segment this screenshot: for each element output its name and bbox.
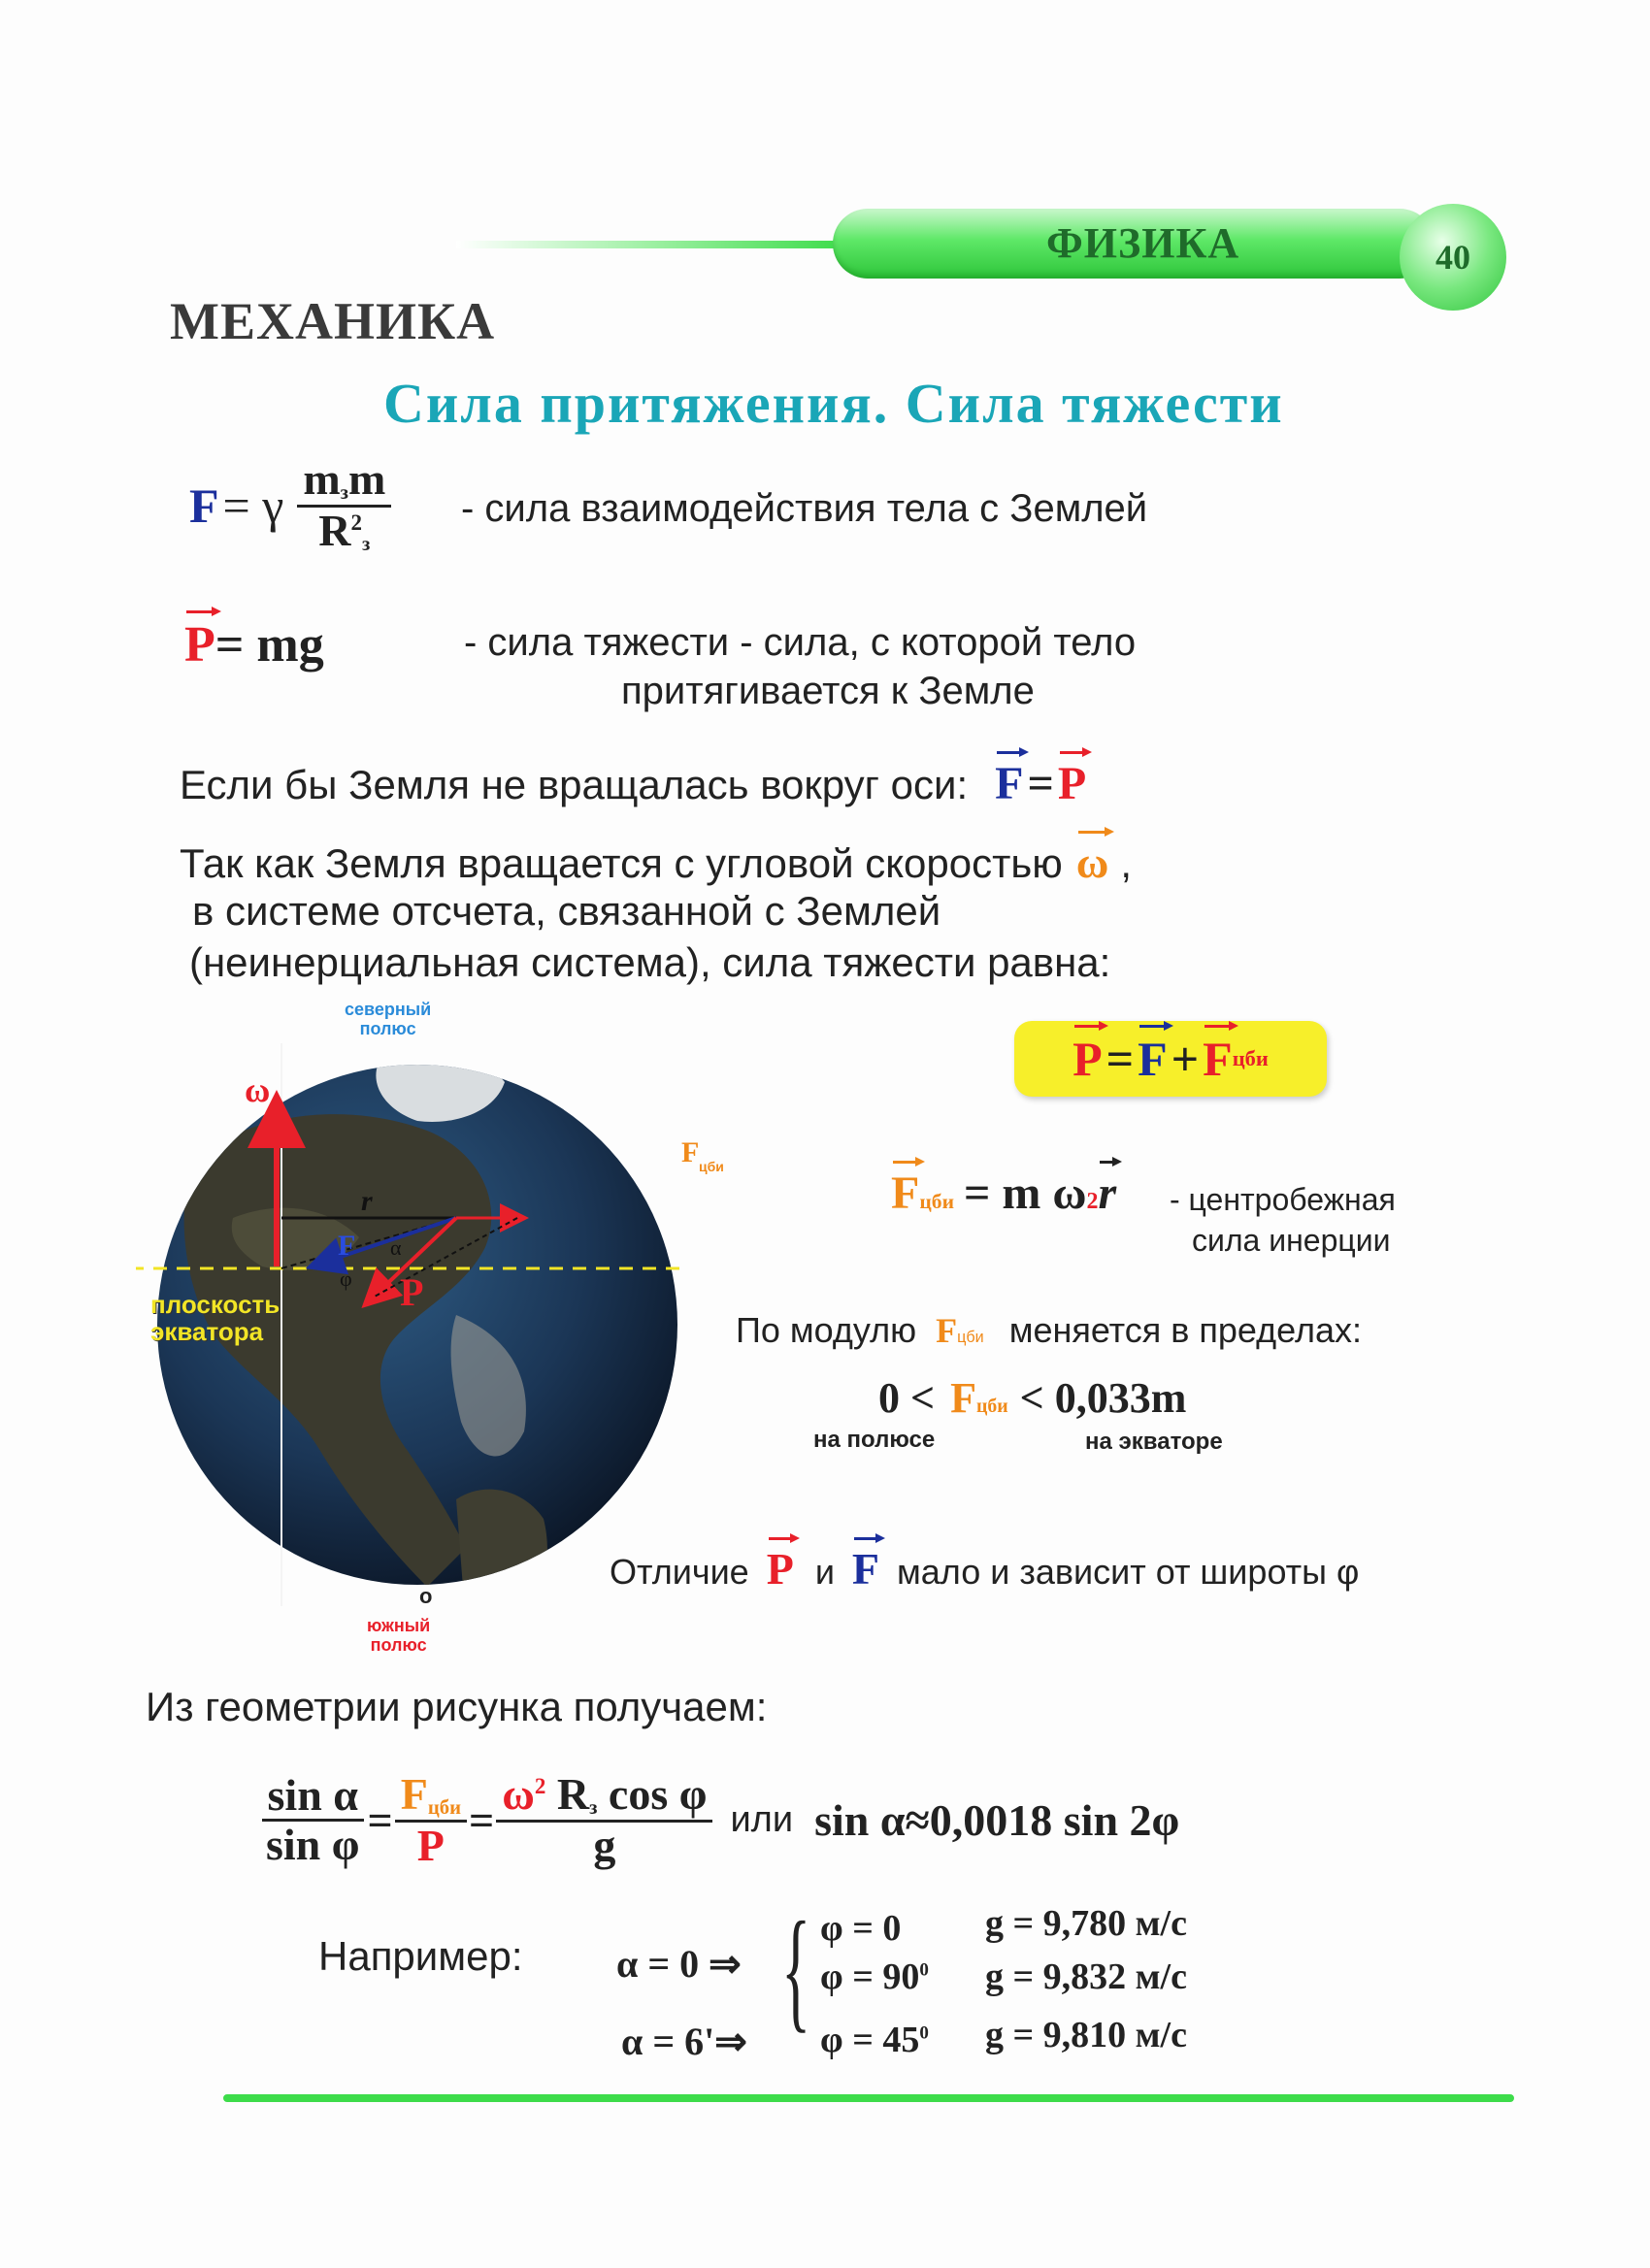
south-pole-o: о	[419, 1584, 433, 1608]
P-label: P	[400, 1270, 424, 1314]
formula-F: F	[189, 478, 219, 534]
example-phi-0: φ = 0	[820, 1908, 902, 1949]
rotation-line-2: в системе отсчета, связанной с Землей	[192, 888, 941, 934]
modulus-range: 0 < F цби < 0,033m	[878, 1374, 1187, 1422]
example-phi-45: $\varphi = 45^0$	[820, 2020, 929, 2060]
weight-description-2: притягивается к Земле	[621, 670, 1035, 712]
gravity-sum-box: P = F + F цби	[1014, 1021, 1327, 1097]
header-subject-pill	[833, 209, 1435, 279]
phi-label: φ	[340, 1266, 352, 1291]
page-number: 40	[1436, 238, 1470, 277]
rotation-line-1: Так как Земля вращается с угловой скоростью ω ,	[180, 838, 1133, 887]
Fc-label: F	[681, 1136, 700, 1168]
F-label: F	[338, 1230, 356, 1262]
page-number-circle	[1400, 204, 1506, 311]
force-ratio: $\frac{F_{цби}}{P}$	[395, 1771, 467, 1869]
centrifugal-desc-1: - центробежная	[1170, 1182, 1396, 1217]
equator-plane-label: плоскость экватора	[150, 1290, 280, 1346]
formula-eq-gamma: = γ	[222, 478, 284, 534]
Fc-label-sub: цби	[699, 1159, 724, 1174]
section-heading: МЕХАНИКА	[170, 292, 496, 350]
examples-label: Например:	[318, 1933, 523, 1979]
formula-mg: = mg	[214, 617, 324, 673]
example-phi-90: $\varphi = 90^0$	[820, 1956, 929, 1997]
sin-ratio: $\frac{\text{sin α}}{\text{sin φ}}$	[260, 1772, 365, 1869]
modulus-line: По модулю F цби меняется в пределах:	[736, 1310, 1362, 1350]
weight-formula	[184, 616, 324, 674]
range-pole-label: на полюсе	[813, 1427, 936, 1453]
north-pole-label: северный полюс	[345, 1000, 432, 1038]
centrifugal-desc-2: сила инерции	[1192, 1223, 1391, 1258]
example-alpha-zero: α = 0 ⇒	[616, 1942, 742, 1986]
alpha-label: α	[390, 1235, 402, 1260]
weight-description-1: - сила тяжести - сила, с которой тело	[464, 621, 1137, 664]
eq-P-vector: P	[1057, 758, 1087, 809]
no-rotation-line: Если бы Земля не вращалась вокруг оси: F = P	[180, 758, 1087, 809]
formula-P-vector: P	[184, 617, 215, 673]
r-label: r	[361, 1185, 373, 1217]
footer-green-line	[223, 2094, 1514, 2102]
example-alpha-6: α = 6'⇒	[621, 2020, 747, 2063]
eq-F-vector: F	[995, 758, 1024, 809]
den-R: R	[318, 505, 351, 555]
gravitation-description: - сила взаимодействия тела с Землей	[461, 487, 1148, 530]
south-pole-label: южный полюс	[367, 1616, 431, 1655]
difference-line: Отличие P и F мало и зависит от широты φ	[610, 1544, 1360, 1594]
example-g-1: g = 9,780 м/с	[985, 1903, 1187, 1944]
rotation-line-3: (неинерциальная система), сила тяжести равна:	[189, 939, 1111, 985]
omega-ratio: $\frac{\omega^2 R_з \cos \varphi}{g}$	[496, 1771, 712, 1869]
num-m: m	[303, 454, 341, 504]
example-g-2: g = 9,832 м/с	[985, 1956, 1187, 1997]
centrifugal-formula: F цби = m ω 2 r	[891, 1167, 1117, 1219]
example-g-3: g = 9,810 м/с	[985, 2015, 1187, 2055]
header-green-line	[456, 241, 844, 248]
gravitation-fraction: $\frac{m_зm}{R^2_з}$	[297, 456, 391, 556]
geometry-intro: Из геометрии рисунка получаем:	[146, 1684, 768, 1729]
geometry-formula: $\frac{\text{sin α}}{\text{sin φ}}$ = $\frac{F_{цби}}{P}$ = $\frac{\omega^2 R_з \cos \varphi}{g}$ или sin α≈0,0018 sin 2φ	[260, 1771, 1179, 1869]
page-title: Сила притяжения. Сила тяжести	[383, 372, 1284, 435]
gravitation-formula	[189, 456, 391, 556]
omega-label: ω	[245, 1070, 271, 1109]
header-subject: ФИЗИКА	[1046, 219, 1240, 267]
example-brace: {	[781, 1894, 811, 2045]
omega-vector: ω	[1075, 838, 1109, 887]
range-equator-label: на экваторе	[1085, 1429, 1223, 1455]
